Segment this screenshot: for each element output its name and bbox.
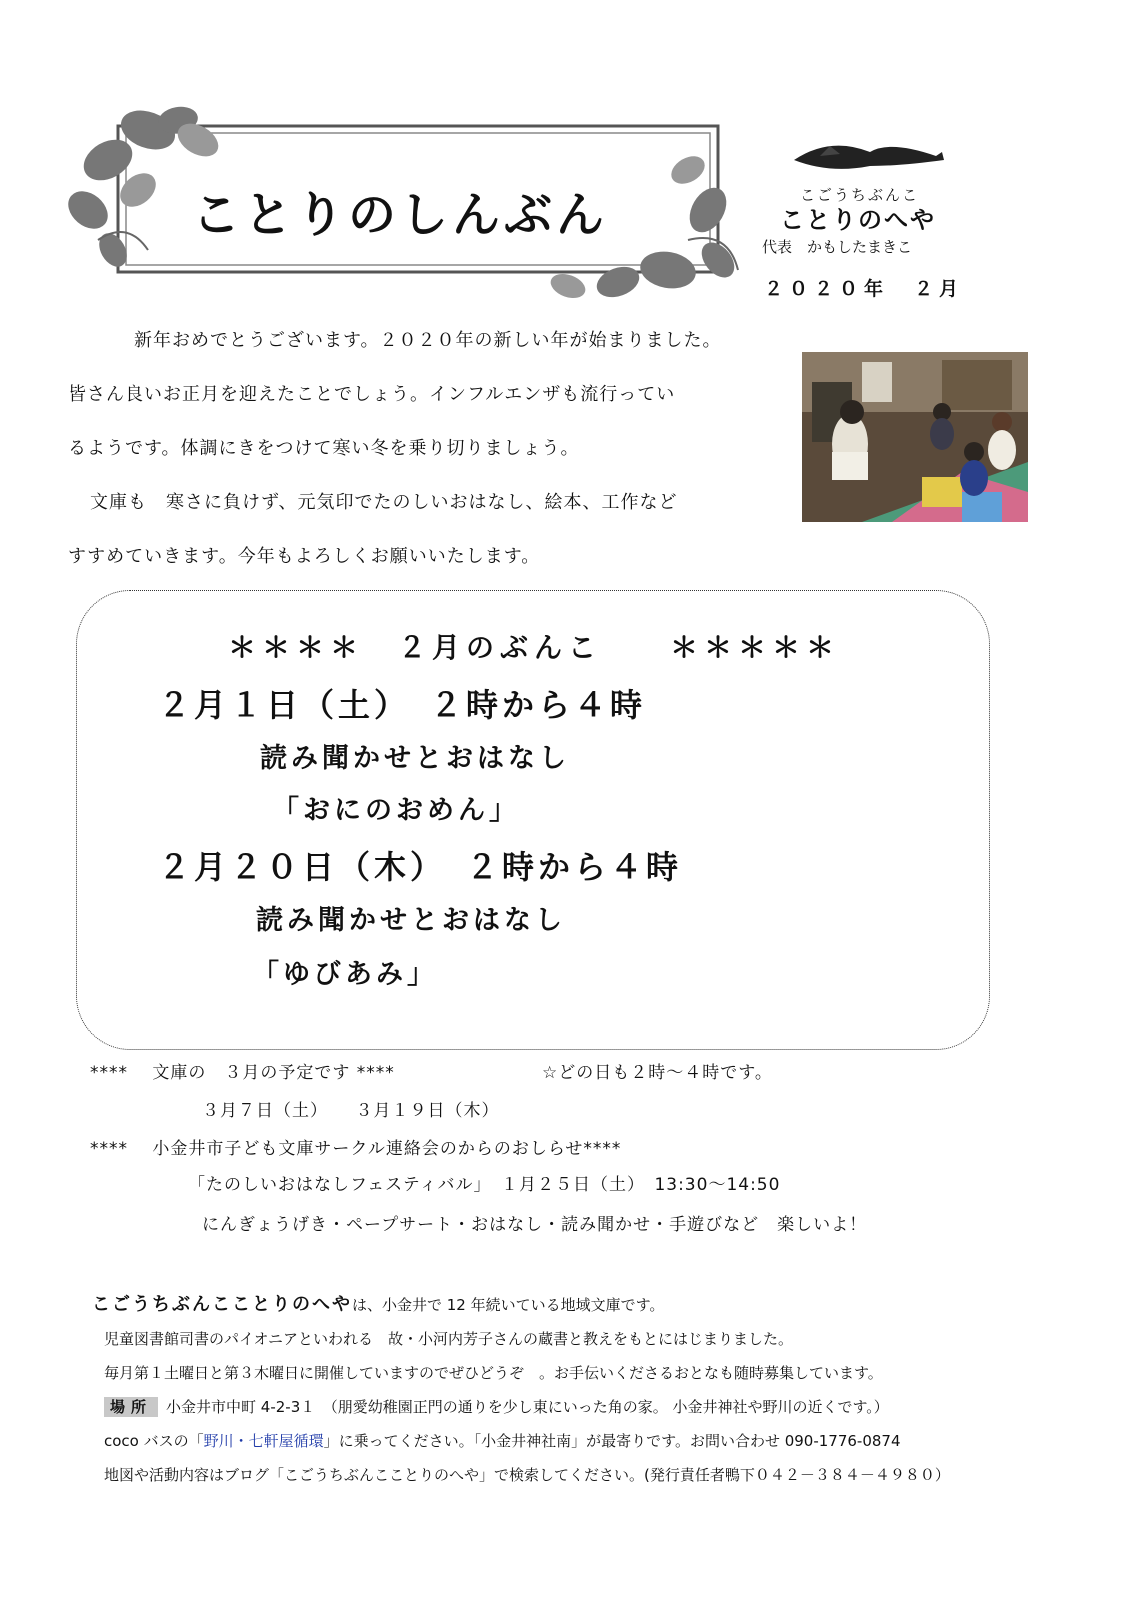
event-2-date: ２月２０日（木） ２時から４時 xyxy=(158,848,683,886)
intro-line-4: 文庫も 寒さに負けず、元気印でたのしいおはなし、絵本、工作など xyxy=(90,492,678,513)
newsletter-title: ことりのしんぶん xyxy=(192,187,609,243)
footer-lead-name: こごうちぶんこことりのへや xyxy=(92,1294,352,1315)
footer-history: 児童図書館司書のパイオニアといわれる 故・小河内芳子さんの蔵書と教えをもとにはじまりました。 xyxy=(104,1330,793,1348)
circle-notice-heading: **** 小金井市子ども文庫サークル連絡会のからのおしらせ**** xyxy=(90,1139,622,1159)
place-label: 場所 xyxy=(104,1397,158,1417)
issue-date: ２０２０年 ２月 xyxy=(764,278,965,300)
bus-post: 」に乗ってください。「小金井神社南」が最寄りです。お問い合わせ 090-1776-0874 xyxy=(323,1432,901,1450)
festival-info: 「たのしいおはなしフェスティバル」 １月２５日（土） 13:30～14:50 xyxy=(188,1175,781,1195)
march-dates: ３月７日（土） ３月１９日（木） xyxy=(202,1101,500,1121)
footer-bus xyxy=(104,1430,901,1451)
footer-schedule: 毎月第１土曜日と第３木曜日に開催していますのでぜひどうぞ 。お手伝いくださるおとなも随時募集しています。 xyxy=(104,1364,883,1382)
events-heading: ＊＊＊＊ ２月のぶんこ ＊＊＊＊＊ xyxy=(228,631,841,664)
march-time-note: ☆どの日も２時～４時です。 xyxy=(542,1063,773,1083)
intro-line-5: すすめていきます。今年もよろしくお願いいたします。 xyxy=(68,546,541,567)
intro-line-1: 新年おめでとうございます。２０２０年の新しい年が始まりました。 xyxy=(134,330,722,351)
footer-blog: 地図や活動内容はブログ「こごうちぶんこことりのへや」で検索してください。(発行責任者鴨下０４２－３８４－４９８０） xyxy=(104,1466,950,1484)
event-1-date: ２月１日（土） ２時から４時 xyxy=(158,686,647,724)
storytime-photo xyxy=(802,352,1028,522)
bus-pre: coco バスの「 xyxy=(104,1432,204,1450)
bus-route: 野川・七軒屋循環 xyxy=(203,1432,324,1450)
footer-lead xyxy=(92,1290,664,1316)
representative: 代表 かもしたまきこ xyxy=(762,238,913,256)
intro-line-2: 皆さん良いお正月を迎えたことでしょう。インフルエンザも流行ってい xyxy=(68,384,676,405)
event-2-title: 「ゆびあみ」 xyxy=(252,959,438,990)
footer-place xyxy=(104,1396,889,1417)
festival-items: にんぎょうげき・ペープサート・おはなし・読み聞かせ・手遊びなど 楽しいよ！ xyxy=(202,1215,868,1235)
place-address: 小金井市中町 4-2-3１ （朋愛幼稚園正門の通りを少し東にいった角の家。 小金井神社や野川の近くです。） xyxy=(166,1398,889,1416)
footer-lead-rest: は、小金井で 12 年続いている地域文庫です。 xyxy=(352,1296,665,1314)
logo-name: ことりのへや xyxy=(780,206,936,234)
logo-subtitle: こごうちぶんこ xyxy=(800,186,920,204)
event-2-activity: 読み聞かせとおはなし xyxy=(256,905,566,936)
intro-line-3: るようです。体調にきをつけて寒い冬を乗り切りましょう。 xyxy=(68,438,580,459)
event-1-activity: 読み聞かせとおはなし xyxy=(260,743,570,774)
event-1-title: 「おにのおめん」 xyxy=(272,795,520,826)
march-schedule-heading: **** 文庫の ３月の予定です **** xyxy=(90,1063,395,1083)
